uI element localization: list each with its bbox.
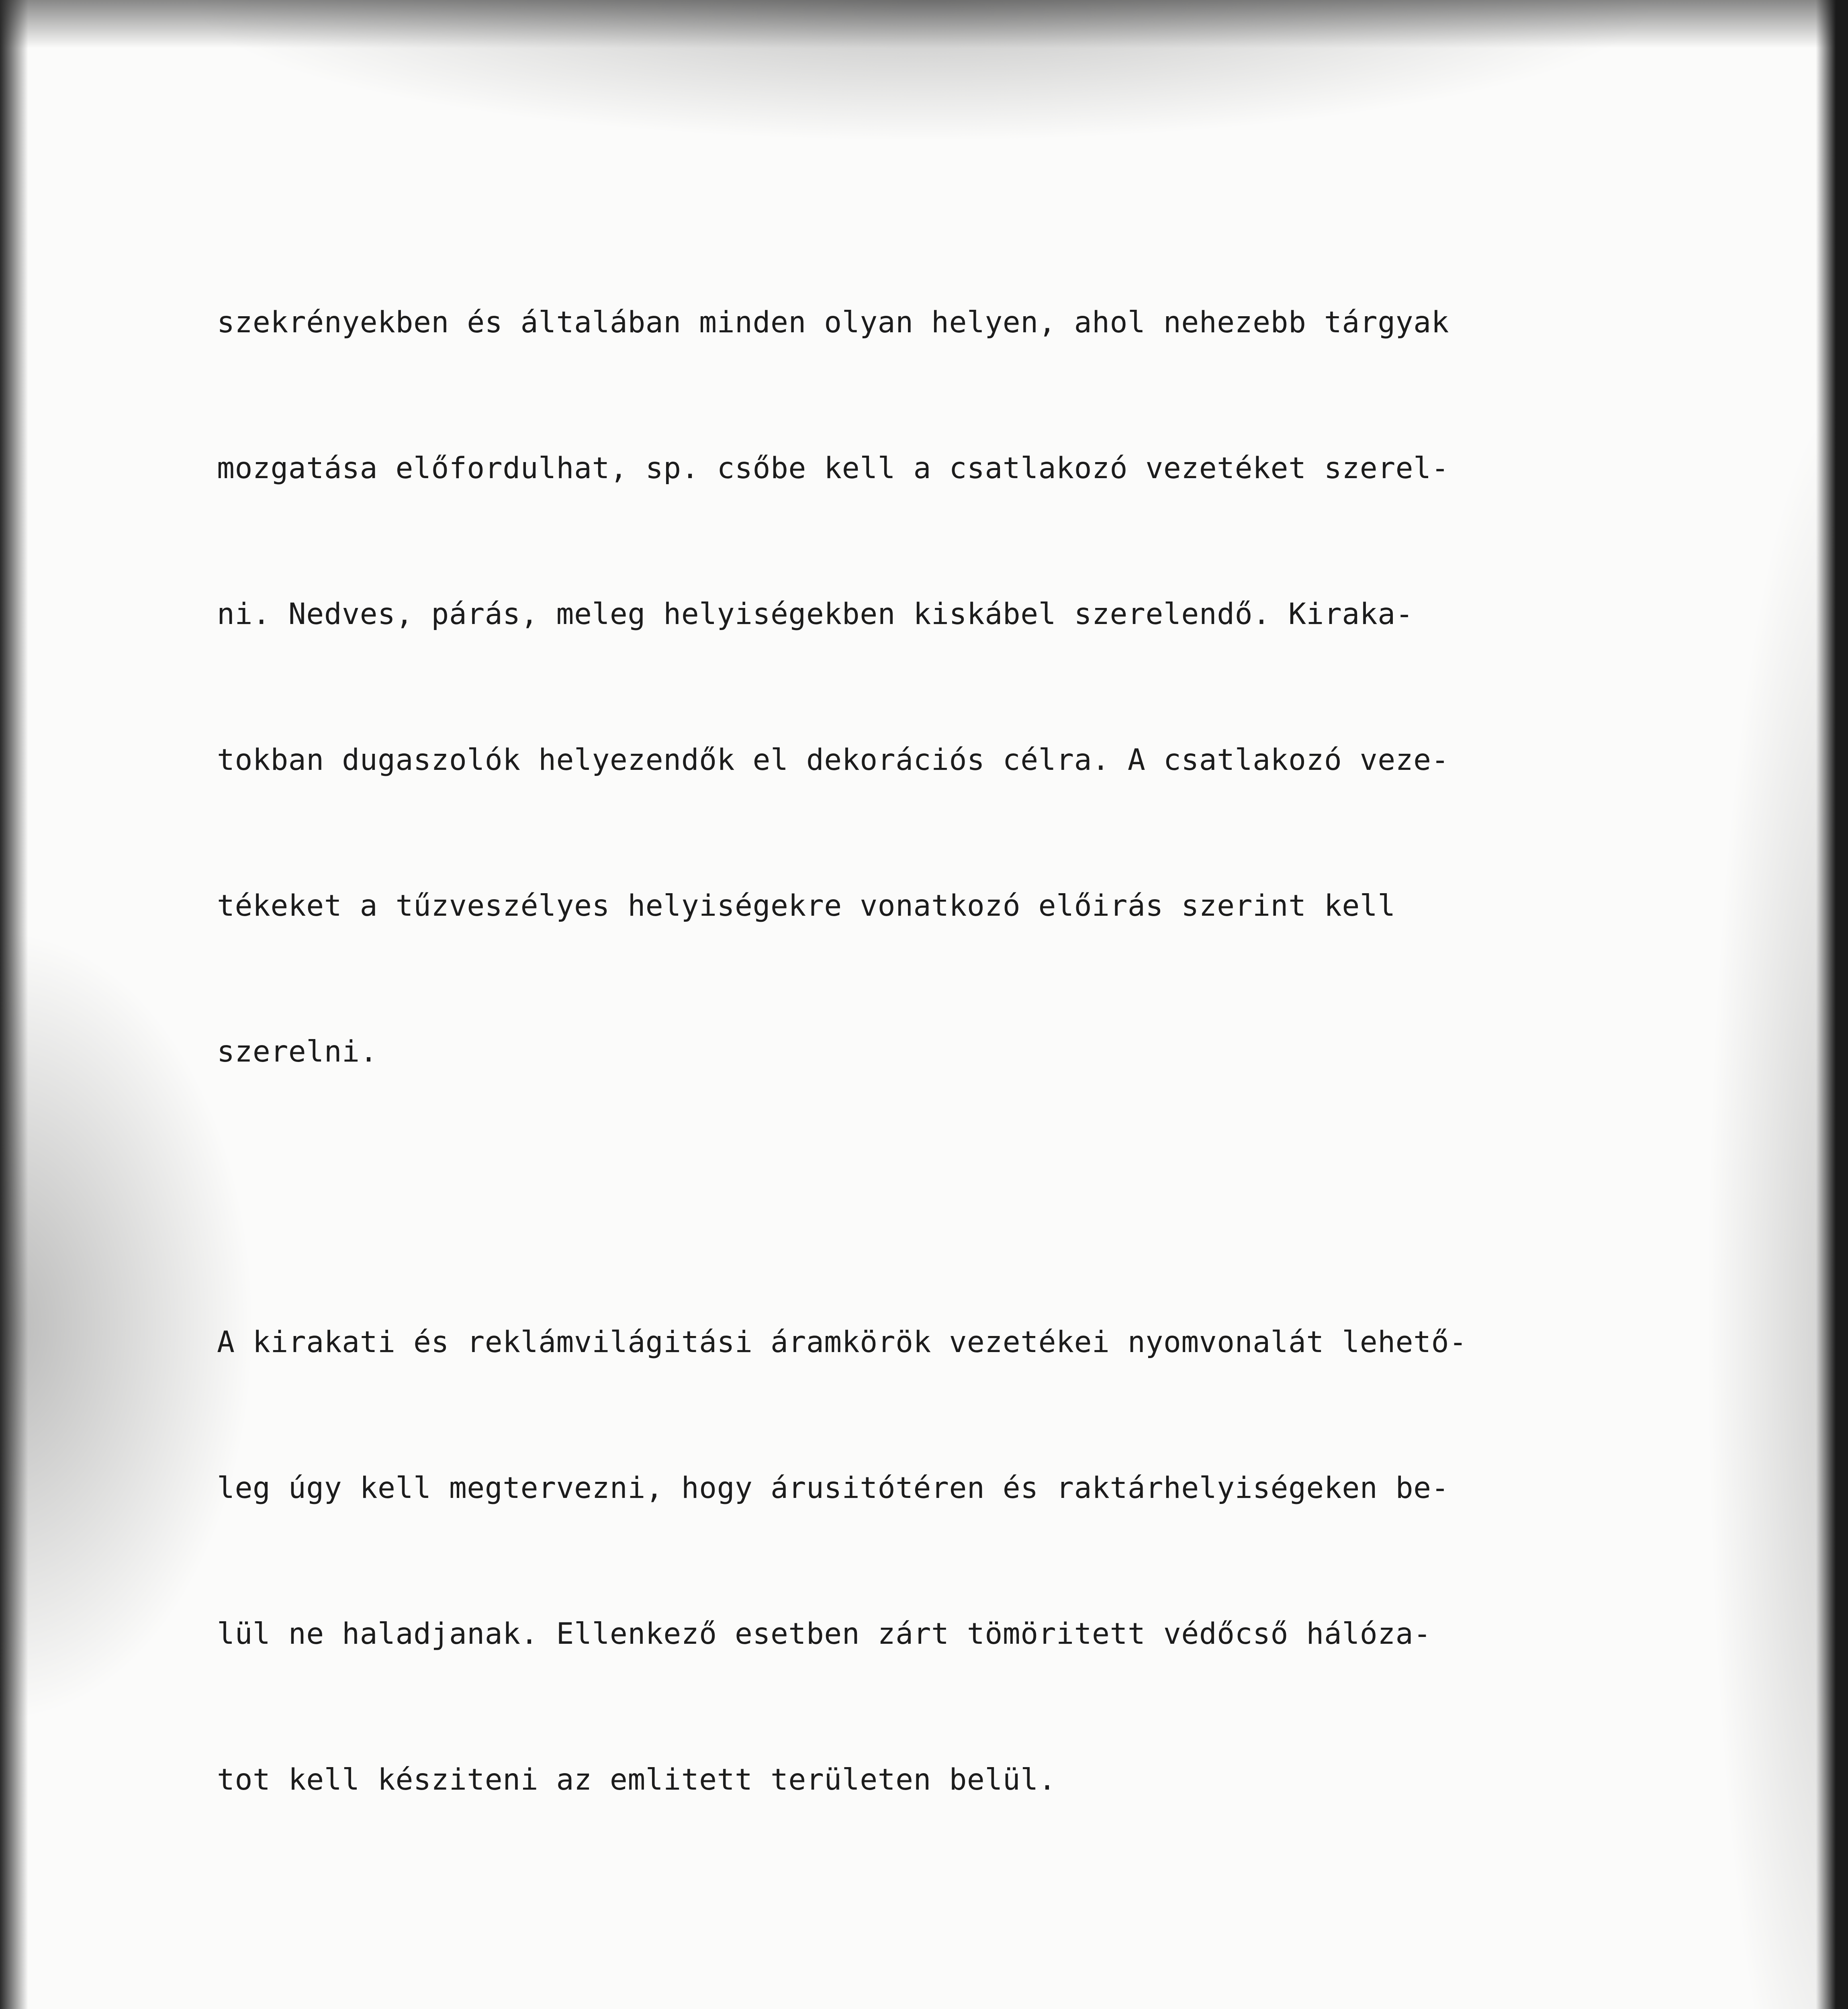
text-line: tot kell késziteni az emlitett területen belül. [217,1763,1057,1797]
scan-shadow-left [0,0,28,2009]
paragraph-store-window-lighting [217,1949,1595,2009]
text-line: ni. Nedves, párás, meleg helyiségekben kiskábel szerelendő. Kiraka- [217,597,1414,631]
text-line: tokban dugaszolók helyezendők el dekorációs célra. A csatlakozó veze- [217,743,1449,777]
text-line: szerelni. [217,1035,378,1069]
scan-shadow-top [0,0,1848,48]
paragraph-display-lighting-circuits [217,1221,1595,1901]
text-line: mozgatása előfordulhat, sp. csőbe kell a csatlakozó vezetéket szerel- [217,451,1449,485]
paragraph-installation-locations [217,201,1595,1173]
text-line: tékeket a tűzveszélyes helyiségekre vonatkozó előirás szerint kell [217,889,1396,923]
typed-text-body [217,201,1595,2009]
text-line: lül ne haladjanak. Ellenkező esetben zárt tömöritett védőcső hálóza- [217,1617,1431,1651]
text-line: szekrényekben és általában minden olyan helyen, ahol nehezebb tárgyak [217,305,1449,340]
text-line: A kirakati és reklámvilágitási áramkörök vezetékei nyomvonalát lehető- [217,1325,1467,1359]
scan-shadow-right [1816,0,1848,2009]
text-line: leg úgy kell megtervezni, hogy árusitótéren és raktárhelyiségeken be- [217,1471,1449,1505]
